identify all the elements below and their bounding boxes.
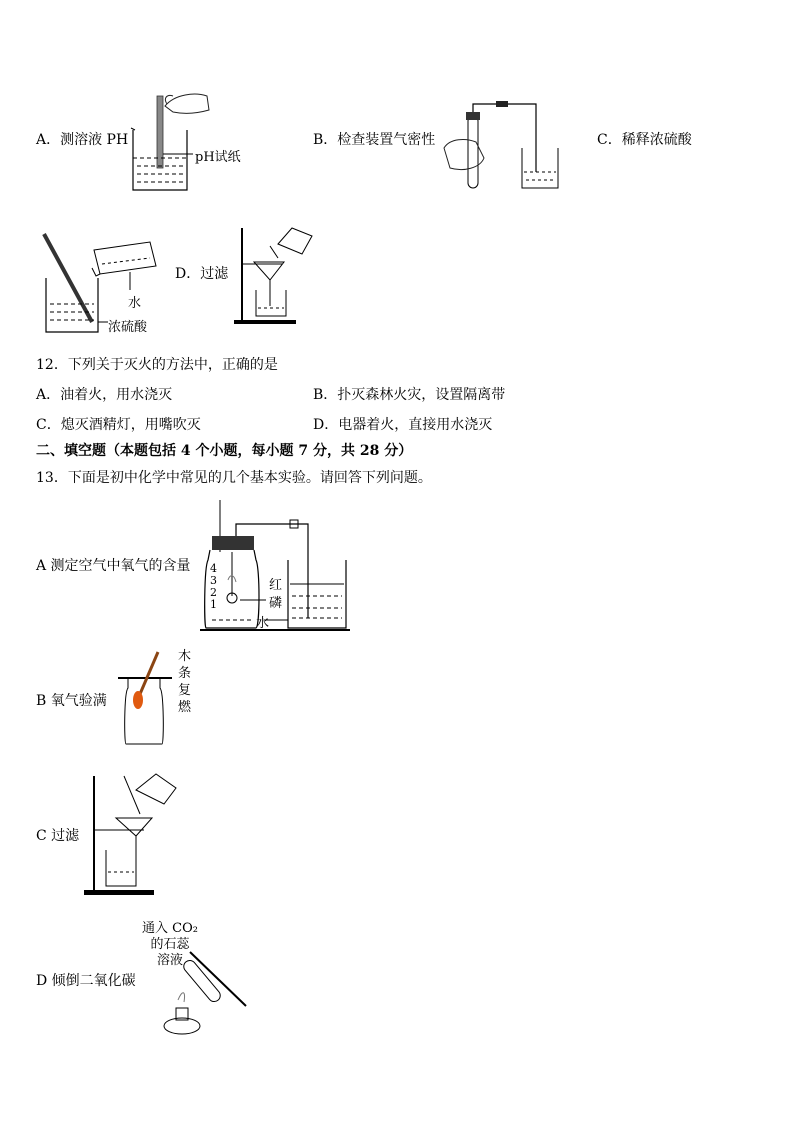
d-label-1: 通入 CO₂ — [142, 921, 198, 936]
filtration-illustration-d — [230, 224, 330, 328]
b-label-4: 燃 — [178, 700, 192, 715]
co2-pour-apparatus — [150, 950, 250, 1042]
scale-mark-3: 3 — [210, 574, 217, 587]
b-label-2: 条 — [178, 666, 192, 681]
q13-stem: 13．下面是初中化学中常见的几个基本实验。请回答下列问题。 — [36, 470, 432, 486]
q11-option-c: C．稀释浓硫酸 — [597, 132, 692, 148]
q11-option-d: D．过滤 — [175, 266, 229, 282]
red-label: 红 — [269, 578, 283, 593]
q12-option-a: A．油着火，用水浇灭 — [36, 387, 173, 403]
filtration-apparatus-c — [80, 770, 180, 900]
water-label: 水 — [128, 296, 142, 311]
oxygen-content-apparatus — [200, 496, 355, 636]
section-heading: 二、填空题（本题包括 4 个小题，每小题 7 分，共 28 分） — [36, 443, 413, 459]
d-label-3: 溶液 — [156, 953, 183, 968]
dilute-acid-illustration — [38, 228, 168, 338]
q13-part-a: A 测定空气中氧气的含量 — [36, 558, 191, 574]
d-label-2: 的石蕊 — [150, 937, 190, 952]
conc-acid-label: 浓硫酸 — [108, 320, 148, 335]
q12-stem: 12．下列关于灭火的方法中，正确的是 — [36, 357, 278, 373]
b-label-3: 复 — [178, 683, 192, 698]
wood-splint-label — [178, 648, 191, 716]
q13-part-c: C 过滤 — [36, 828, 80, 844]
scale-mark-2: 2 — [210, 586, 217, 599]
q12-option-c: C．熄灭酒精灯，用嘴吹灭 — [36, 417, 201, 433]
q13-part-d: D 倾倒二氧化碳 — [36, 973, 136, 989]
q12-option-d: D．电器着火，直接用水浇灭 — [313, 417, 493, 433]
airtightness-check-illustration — [440, 98, 570, 194]
scale-mark-4: 4 — [210, 562, 217, 575]
water-label-a: 水 — [256, 616, 270, 631]
q12-option-b: B．扑灭森林火灾，设置隔离带 — [313, 387, 506, 403]
phosphorus-label: 磷 — [269, 596, 283, 611]
ph-test-illustration — [125, 86, 255, 196]
q13-part-b: B 氧气验满 — [36, 693, 107, 709]
scale-mark-1: 1 — [210, 598, 217, 611]
b-label-1: 木 — [178, 649, 192, 664]
q11-option-b: B．检查装置气密性 — [313, 132, 436, 148]
oxygen-full-test-apparatus — [118, 648, 178, 748]
q11-option-a: A．测溶液 PH — [36, 132, 129, 148]
ph-paper-label: pH试纸 — [195, 150, 241, 165]
